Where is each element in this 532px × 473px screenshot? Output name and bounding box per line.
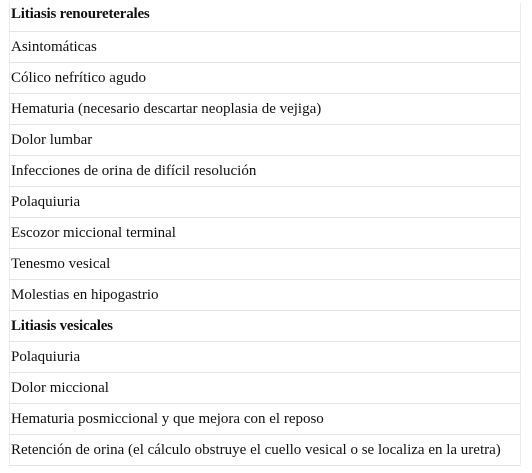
list-item: Polaquiuria	[9, 342, 521, 373]
list-item: Infecciones de orina de difícil resolución	[9, 156, 521, 187]
list-item: Molestias en hipogastrio	[9, 280, 521, 311]
symptoms-table	[9, 3, 521, 466]
list-item: Asintomáticas	[9, 32, 521, 63]
list-item: Cólico nefrítico agudo	[9, 63, 521, 94]
list-item: Retención de orina (el cálculo obstruye el cuello vesical o se localiza en la uretra)	[9, 435, 521, 466]
section-heading-renoureterales: Litiasis renoureterales	[9, 3, 521, 32]
list-item: Polaquiuria	[9, 187, 521, 218]
list-item: Escozor miccional terminal	[9, 218, 521, 249]
list-item: Dolor lumbar	[9, 125, 521, 156]
list-item: Dolor miccional	[9, 373, 521, 404]
list-item: Hematuria (necesario descartar neoplasia de vejiga)	[9, 94, 521, 125]
section-heading-vesicales: Litiasis vesicales	[9, 311, 521, 342]
list-item: Hematuria posmiccional y que mejora con el reposo	[9, 404, 521, 435]
list-item: Tenesmo vesical	[9, 249, 521, 280]
